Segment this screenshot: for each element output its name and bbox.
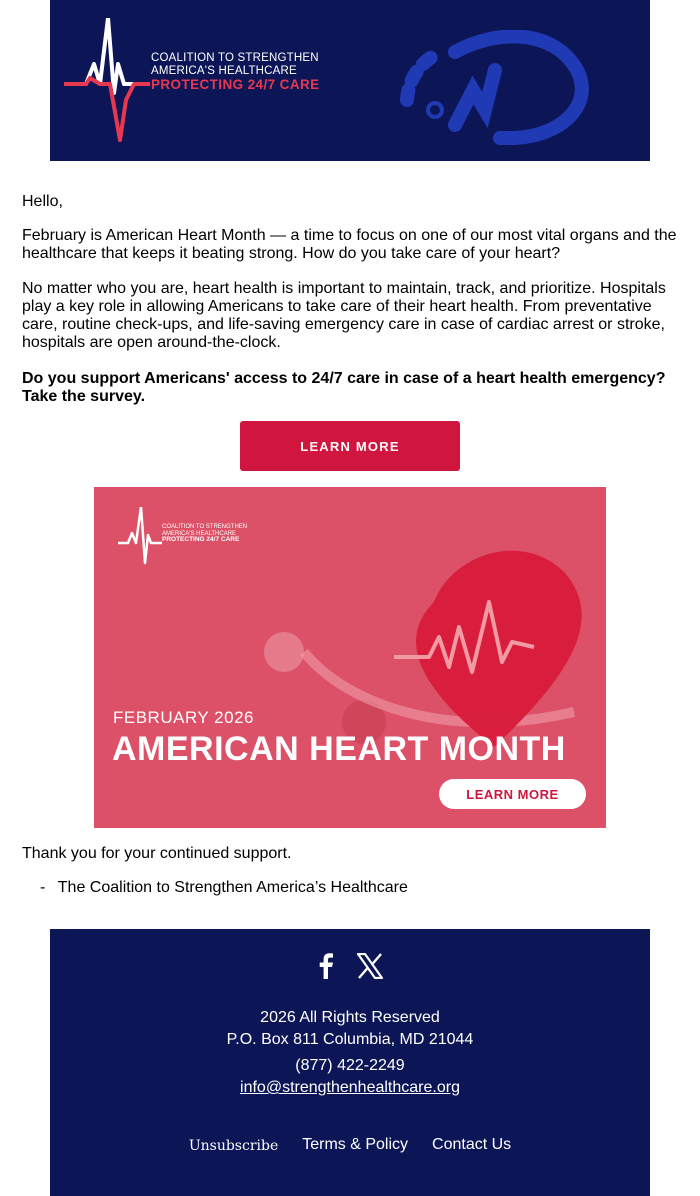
banner-logo-icon bbox=[118, 507, 162, 569]
survey-question: Do you support Americans' access to 24/7 care in case of a heart health emergency? Take the survey. bbox=[22, 370, 666, 405]
brand-line-2: AMERICA'S HEALTHCARE bbox=[151, 65, 297, 77]
signature-text: The Coalition to Strengthen America’s Healthcare bbox=[57, 879, 408, 896]
banner-brand-tagline: PROTECTING 24/7 CARE bbox=[162, 536, 240, 543]
clock-heart-graphic bbox=[395, 30, 650, 161]
footer bbox=[50, 929, 650, 1196]
banner-brand-line-1: COALITION TO STRENGTHEN bbox=[162, 524, 248, 530]
thanks-text: Thank you for your continued support. bbox=[22, 845, 292, 862]
footer-phone: (877) 422-2249 bbox=[295, 1057, 405, 1074]
footer-nav bbox=[50, 1136, 650, 1154]
facebook-icon[interactable] bbox=[317, 953, 335, 979]
banner-title: AMERICAN HEART MONTH bbox=[112, 730, 566, 768]
banner-brand-line-2: AMERICA'S HEALTHCARE bbox=[162, 530, 237, 537]
terms-link[interactable]: Terms & Policy bbox=[302, 1136, 409, 1153]
banner-brand bbox=[162, 524, 247, 544]
contact-link[interactable]: Contact Us bbox=[432, 1136, 512, 1153]
brand-tagline: PROTECTING 24/7 CARE bbox=[151, 77, 320, 92]
x-icon[interactable] bbox=[357, 953, 383, 979]
header-banner bbox=[50, 0, 650, 161]
heart-month-banner[interactable] bbox=[94, 487, 606, 828]
footer-copyright: 2026 All Rights Reserved bbox=[260, 1009, 440, 1026]
heartbeat-logo-icon bbox=[64, 18, 154, 143]
brand-line-1: COALITION TO STRENGTHEN bbox=[151, 52, 319, 64]
brand-name bbox=[151, 52, 320, 91]
footer-email-link[interactable]: info@strengthenhealthcare.org bbox=[240, 1079, 460, 1096]
intro-paragraph: February is American Heart Month — a time to focus on one of our most vital organs and the healthcare that keeps it beating strong. How do you take care of your heart? bbox=[22, 227, 677, 262]
banner-date: FEBRUARY 2026 bbox=[113, 708, 254, 727]
hospital-paragraph: No matter who you are, heart health is important to maintain, track, and prioritize. Hospitals play a key role in allowing Americans to take care of their heart health. From preventative care, routine check-ups, and life-saving emergency care in case of cardiac arrest or stroke, hospitals are open around-the-clock. bbox=[22, 280, 666, 351]
learn-more-button[interactable]: LEARN MORE bbox=[240, 421, 460, 471]
unsubscribe-link[interactable]: Unsubscribe bbox=[188, 1138, 279, 1154]
social-links bbox=[50, 953, 650, 979]
signature bbox=[40, 879, 700, 897]
signature-dash: - bbox=[40, 879, 46, 896]
banner-learn-more-button[interactable]: LEARN MORE bbox=[439, 779, 586, 809]
greeting-text: Hello, bbox=[22, 193, 63, 210]
footer-address: P.O. Box 811 Columbia, MD 21044 bbox=[226, 1031, 474, 1048]
